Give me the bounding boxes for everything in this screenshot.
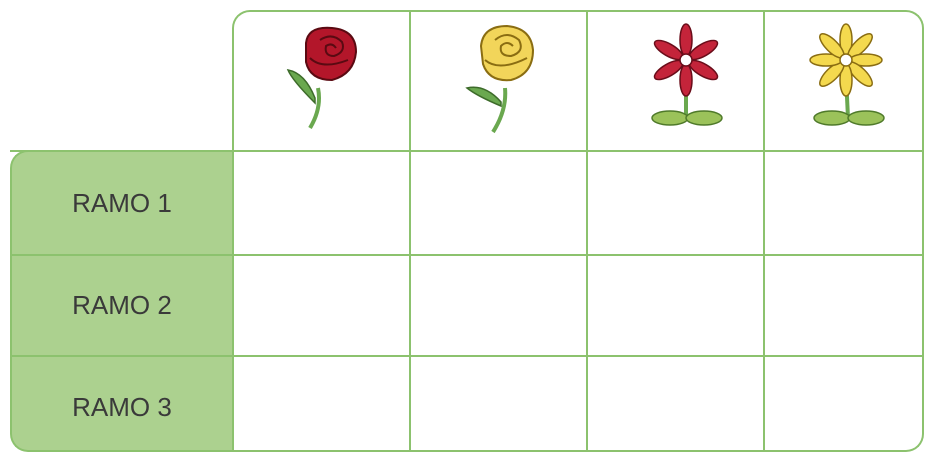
answer-cell[interactable] [234,357,409,450]
answer-cell[interactable] [234,152,409,254]
answer-cell[interactable] [411,256,586,355]
answer-cell[interactable] [411,357,586,450]
row-label-ramo-3: RAMO 3 [72,392,172,422]
answer-cell[interactable] [765,256,922,355]
answer-cell[interactable] [411,152,586,254]
answer-cell[interactable] [588,152,763,254]
row-label-ramo-1: RAMO 1 [72,188,172,218]
answer-cell[interactable] [765,152,922,254]
yellow-rose-icon [447,18,557,138]
answer-cell[interactable] [588,256,763,355]
red-rose-icon [270,18,380,138]
yellow-daisy-icon [790,18,900,138]
answer-cell[interactable] [765,357,922,450]
answer-cell[interactable] [588,357,763,450]
answer-cell[interactable] [234,256,409,355]
row-label-ramo-2: RAMO 2 [72,290,172,320]
red-daisy-icon [630,18,740,138]
